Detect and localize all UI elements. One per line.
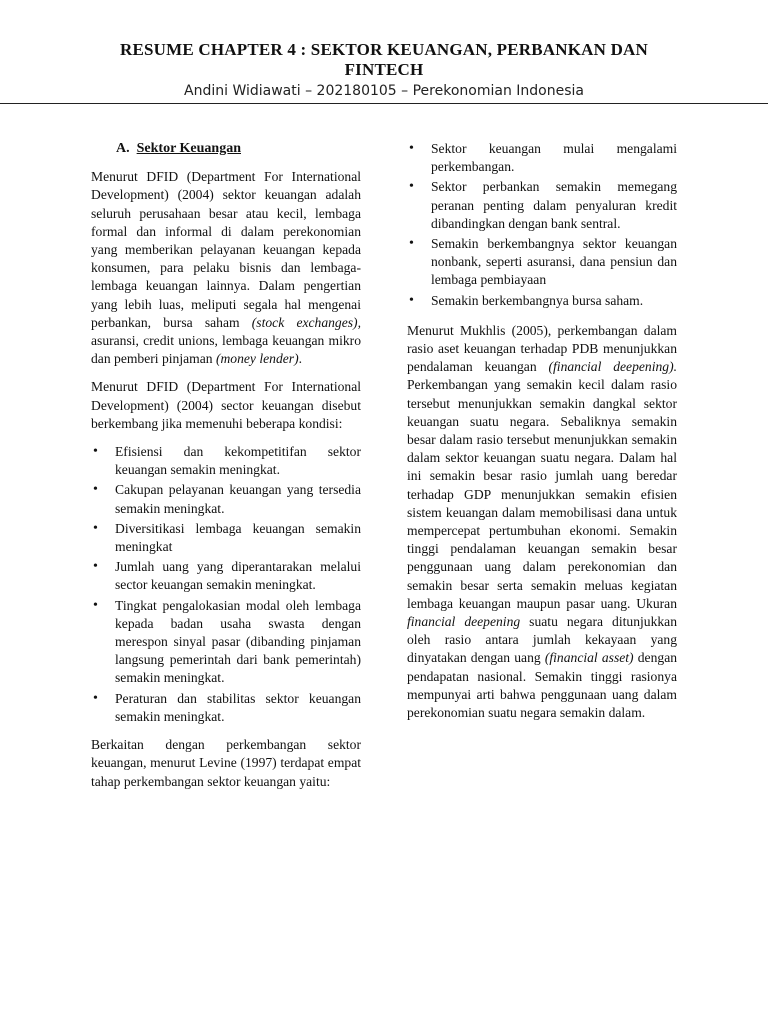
left-column — [91, 140, 361, 801]
list-item: • Diversitikasi lembaga keuangan semakin meningkat — [115, 520, 361, 556]
author-line: Andini Widiawati – 202180105 – Perekonomian Indonesia — [184, 83, 584, 99]
paragraph-levine: Berkaitan dengan perkembangan sektor keuangan, menurut Levine (1997) terdapat empat tahap perkembangan sektor keuangan yaitu: — [91, 737, 361, 789]
list-item: • Jumlah uang yang diperantarakan melalui sector keuangan semakin meningkat. — [115, 558, 361, 594]
section-heading — [116, 140, 361, 158]
list-item: • Efisiensi dan kekompetitifan sektor keuangan semakin meningkat. — [115, 443, 361, 479]
header-divider — [0, 103, 768, 104]
document-header — [0, 40, 768, 100]
stages-list — [407, 140, 677, 310]
list-item: • Tingkat pengalokasian modal oleh lembaga kepada badan usaha swasta dengan merespon sinyal pasar (dibanding pinjaman langsung pemerintah dari bank pemerintah) semakin meningkat. — [115, 597, 361, 688]
list-item: • Sektor perbankan semakin memegang peranan penting dalam penyaluran kredit dibandingkan dengan bank sentral. — [431, 178, 677, 233]
conditions-list — [91, 443, 361, 726]
section-title: Sektor Keuangan — [136, 141, 241, 156]
section-letter: A. — [116, 141, 130, 156]
paragraph-mukhlis: Menurut Mukhlis (2005), perkembangan dalam rasio aset keuangan terhadap PDB menunjukkan pendalaman keuangan (financial deepening). Perkembangan yang semakin kecil dalam rasio tersebut menunjukkan semakin dangkal sektor keuangan suatu negara. Sebaliknya semakin besar dalam rasio tersebut menunjukkan semakin dalam sektor keuangan suatu negara. Dalam hal ini semakin besar rasio jumlah uang beredar terhadap GDP menunjukkan semakin efisien sistem keuangan dalam memobilisasi dana untuk mempercepat pertumbuhan ekonomi. Semakin tinggi pendalaman keuangan semakin besar penggunaan uang dalam perekonomian dan semakin besar serta semakin meluas kegiatan lembaga keuangan maupun pasar uang. Ukuran financial deepening suatu negara ditunjukkan oleh rasio antara jumlah kekayaan yang dinyatakan dengan uang (financial asset) dengan pendapatan nasional. Semakin tinggi rasionya mempunyai arti bahwa penggunaan uang dalam perekonomian suatu negara semakin dalam. — [407, 322, 678, 721]
list-item: • Cakupan pelayanan keuangan yang tersedia semakin meningkat. — [115, 481, 361, 517]
paragraph-conditions-intro: Menurut DFID (Department For International Development) (2004) sector keuangan disebut berkembang jika memenuhi beberapa kondisi: — [91, 379, 361, 431]
list-item: • Semakin berkembangnya bursa saham. — [431, 292, 677, 310]
paragraph-definition: Menurut DFID (Department For International Development) (2004) sektor keuangan adalah seluruh perusahaan besar atau kecil, lembaga formal dan informal di dalam perekonomian yang memberikan pelayanan keuangan kepada konsumen, para pelaku bisnis dan lembaga-lembaga keuangan lainnya. Dalam pengertian yang lebih luas, meliputi segala hal mengenai perbankan, bursa saham (stock exchanges), asuransi, credit unions, lembaga keuangan mikro dan pemberi pinjaman (money lender). — [91, 169, 361, 367]
document-title: RESUME CHAPTER 4 : SEKTOR KEUANGAN, PERBANKAN DAN FINTECH — [119, 40, 649, 79]
right-column — [407, 140, 677, 732]
list-item: • Sektor keuangan mulai mengalami perkembangan. — [431, 140, 677, 176]
list-item: • Semakin berkembangnya sektor keuangan nonbank, seperti asuransi, dana pensiun dan lembaga pembiayaan — [431, 235, 677, 290]
list-item: • Peraturan dan stabilitas sektor keuangan semakin meningkat. — [115, 690, 361, 726]
